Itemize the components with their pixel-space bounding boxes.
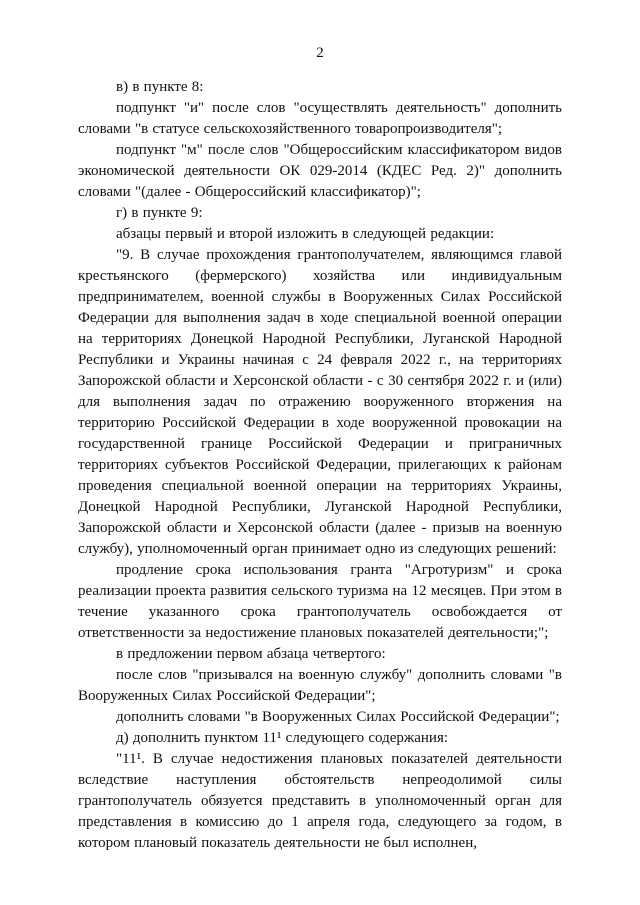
paragraph-add-words: дополнить словами "в Вооруженных Силах Российской Федерации"; — [116, 709, 560, 725]
document-body — [78, 77, 562, 854]
paragraph-after-words: после слов "призывался на военную службу" дополнить словами "в Вооруженных Силах Российской Федерации"; — [78, 667, 562, 704]
paragraph-point-11-1: "11¹. В случае недостижения плановых показателей деятельности вследствие наступления обстоятельств непреодолимой силы грантополучатель обязуется представить в уполномоченный орган для представления в комиссию до 1 апреля года, следующего за годом, в котором плановый показатель деятельности не был исполнен, — [78, 751, 562, 851]
page-number: 2 — [316, 45, 324, 61]
paragraph-point-9: "9. В случае прохождения грантополучателем, являющимся главой крестьянского (фермерского) хозяйства или индивидуальным предпринимателем, военной службы в Вооруженных Силах Российской Федерации для выполнения задач в ходе специальной военной операции на территориях Донецкой Народной Республики, Луганской Народной Республики и Украины начиная с 24 февраля 2022 г., на территориях Запорожской области и Херсонской области - с 30 сентября 2022 г. и (или) для выполнения задач по отражению вооруженного вторжения на территорию Российской Федерации в ходе вооруженной провокации на государственной границе Российской Федерации и приграничных территориях субъектов Российской Федерации, прилегающих к районам проведения специальной военной операции на территориях Украины, Донецкой Народной Республики, Луганской Народной Республики, Запорожской области и Херсонской области (далее - призыв на военную службу), уполномоченный орган принимает одно из следующих решений: — [78, 247, 562, 557]
paragraph-subpoint-i: подпункт "и" после слов "осуществлять деятельность" дополнить словами "в статусе сельскохозяйственного товаропроизводителя"; — [78, 100, 562, 137]
paragraph-abzatsy-instruction: абзацы первый и второй изложить в следующей редакции: — [116, 226, 495, 242]
paragraph-subpoint-m: подпункт "м" после слов "Общероссийским классификатором видов экономической деятельности ОК 029-2014 (КДЕС Ред. 2)" дополнить словами "(далее - Общероссийский классификатор)"; — [78, 142, 562, 200]
paragraph-subitem-v: в) в пункте 8: — [116, 79, 204, 95]
paragraph-grant-extension: продление срока использования гранта "Агротуризм" и срока реализации проекта развития сельского туризма на 12 месяцев. При этом в течение указанного срока грантополучатель освобождается от ответственности за недостижение плановых показателей деятельности;"; — [78, 562, 562, 641]
paragraph-subitem-d: д) дополнить пунктом 11¹ следующего содержания: — [116, 730, 449, 746]
paragraph-subitem-g: г) в пункте 9: — [116, 205, 203, 221]
paragraph-sentence-first: в предложении первом абзаца четвертого: — [116, 646, 386, 662]
